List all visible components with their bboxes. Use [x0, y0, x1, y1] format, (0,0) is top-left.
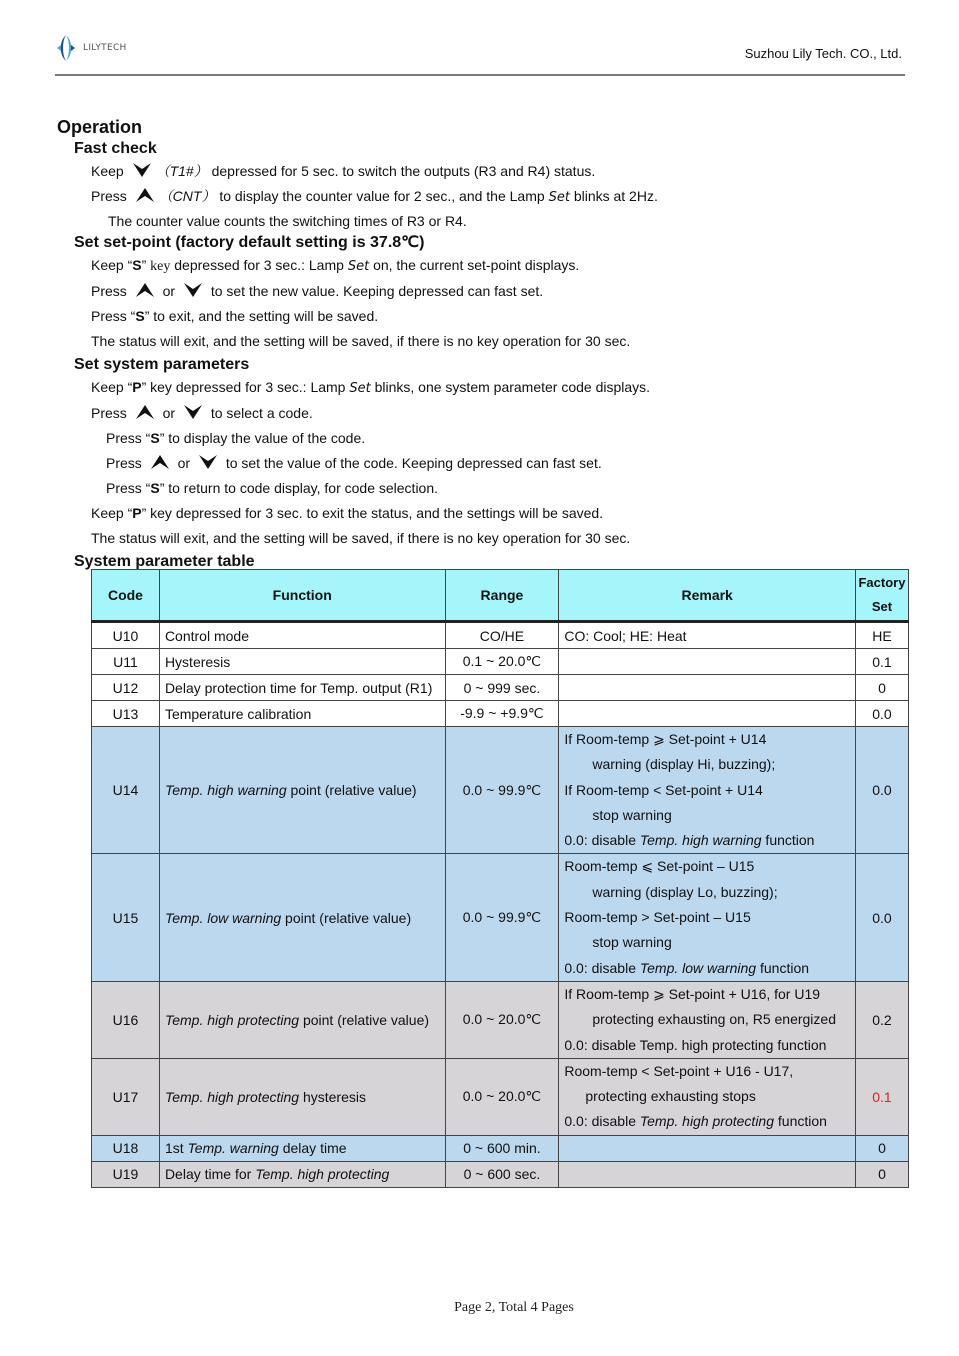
cell-remark: [559, 649, 856, 675]
cell-function: [159, 1135, 445, 1161]
text: 0.0: disable: [564, 959, 640, 976]
cell-code: U13: [92, 701, 160, 727]
cell-code: U17: [92, 1058, 160, 1135]
page-footer: Page 2, Total 4 Pages: [454, 1300, 574, 1315]
set-point-line-3: [91, 304, 917, 329]
cell-remark: [559, 675, 856, 701]
table-header-row: [92, 570, 909, 622]
text: point (relative value): [286, 782, 417, 799]
cell-function: Temperature calibration: [159, 701, 445, 727]
text: Keep “: [91, 505, 133, 521]
text: Press: [91, 283, 127, 299]
text: or: [162, 405, 176, 421]
key-p: P: [132, 505, 142, 521]
text: function: [756, 959, 810, 976]
up-arrow-key-icon: [135, 186, 155, 204]
cell-code: U18: [92, 1135, 160, 1161]
text: Temp. high warning: [164, 782, 287, 799]
header-code: Code: [92, 570, 160, 622]
table-row: [92, 1135, 909, 1161]
text: If Room-temp ⩾ Set-point + U16, for U19: [564, 985, 821, 1002]
cell-factory: 0: [855, 675, 908, 701]
lilytech-logo-icon: [55, 34, 77, 62]
text: Keep: [91, 163, 124, 179]
fast-check-line-1: [91, 159, 917, 184]
text: stop warning: [592, 934, 672, 951]
table-row: [92, 649, 909, 675]
cell-factory: HE: [855, 622, 908, 649]
text: [564, 1109, 850, 1134]
cell-function: Control mode: [159, 622, 445, 649]
key-s: S: [132, 257, 142, 273]
text: If Room-temp < Set-point + U14: [564, 781, 763, 798]
text: Keep “: [91, 379, 133, 395]
page-header: [55, 30, 905, 76]
text: to set the value of the code. Keeping depressed can fast set.: [225, 455, 602, 471]
cell-remark: CO: Cool; HE: Heat: [559, 622, 856, 649]
fast-check-line-3: The counter value counts the switching times of R3 or R4.: [108, 213, 467, 229]
text: warning (display Hi, buzzing);: [592, 756, 776, 773]
text: Press “: [106, 480, 151, 496]
text: [564, 828, 850, 853]
text: 0.0: disable Temp. high protecting function: [564, 1036, 827, 1053]
text: function: [761, 832, 815, 849]
text: Temp. high protecting: [164, 1011, 300, 1028]
text: Press “: [106, 430, 151, 446]
table-row: [92, 1058, 909, 1135]
text: to set the new value. Keeping depressed can fast set.: [210, 283, 544, 299]
text: warning (display Lo, buzzing);: [592, 883, 778, 900]
cell-function: [159, 981, 445, 1058]
text: delay time: [278, 1140, 347, 1157]
system-params-line-6: [91, 501, 917, 526]
text: Press “: [91, 308, 136, 324]
cell-factory: 0: [855, 1135, 908, 1161]
text: ” to return to code display, for code selection.: [159, 480, 439, 496]
cell-function: [159, 854, 445, 981]
system-params-line-1: [91, 375, 917, 401]
header-factory-set: [855, 570, 908, 622]
key-s: S: [150, 430, 160, 446]
set-point-line-4: The status will exit, and the setting will be saved, if there is no key operation for 30 sec.: [91, 333, 631, 349]
text: Temp. low warning: [164, 909, 282, 926]
logo-text: LILYTECH: [83, 43, 127, 53]
cell-remark: [559, 854, 856, 981]
down-arrow-key-icon: [183, 281, 203, 299]
text: ” to display the value of the code.: [159, 430, 366, 446]
company-logo: [55, 34, 127, 62]
text: key: [150, 259, 171, 274]
table-row: [92, 981, 909, 1058]
table-row: [92, 727, 909, 854]
cell-range: CO/HE: [445, 622, 559, 649]
key-s: S: [135, 308, 145, 324]
table-row: [92, 701, 909, 727]
cell-range: 0.0 ~ 99.9℃: [445, 854, 559, 981]
up-arrow-key-icon: [150, 453, 170, 471]
text: 1st: [164, 1140, 188, 1157]
text: protecting exhausting stops: [585, 1088, 756, 1105]
cell-remark: [559, 981, 856, 1058]
cell-factory: 0: [855, 1161, 908, 1187]
text: or: [162, 283, 176, 299]
cell-code: U19: [92, 1161, 160, 1187]
text: Press: [91, 188, 127, 204]
header-remark: Remark: [559, 570, 856, 622]
cell-factory: 0.0: [855, 727, 908, 854]
cell-factory-highlighted: 0.1: [855, 1058, 908, 1135]
table-row: [92, 622, 909, 649]
text: function: [774, 1113, 827, 1130]
cell-function: [159, 727, 445, 854]
text: Temp. high protecting: [639, 1113, 774, 1130]
table-row: [92, 1161, 909, 1187]
text: Press: [91, 405, 127, 421]
text: If Room-temp ⩾ Set-point + U14: [564, 731, 767, 747]
cell-factory: 0.0: [855, 854, 908, 981]
text: stop warning: [592, 806, 672, 823]
cell-range: 0 ~ 600 sec.: [445, 1161, 559, 1187]
cell-code: U14: [92, 727, 160, 854]
key-s: S: [150, 480, 160, 496]
set-lamp-label: Set: [347, 259, 370, 274]
header-function: Function: [159, 570, 445, 622]
text: blinks at 2Hz.: [573, 188, 658, 204]
cell-function: Delay protection time for Temp. output (R1): [159, 675, 445, 701]
fast-check-line-2: [91, 184, 917, 210]
subsection-fast-check: Fast check: [74, 140, 157, 157]
cell-code: U10: [92, 622, 160, 649]
text: Room-temp < Set-point + U16 - U17,: [564, 1062, 794, 1079]
cell-factory: 0.0: [855, 701, 908, 727]
cell-remark: [559, 701, 856, 727]
text: hysteresis: [299, 1088, 366, 1105]
cell-range: 0.0 ~ 20.0℃: [445, 981, 559, 1058]
section-title-operation: Operation: [57, 117, 143, 137]
text: blinks, one system parameter code displays.: [374, 379, 651, 395]
text: Room-temp ⩽ Set-point – U15: [564, 858, 755, 875]
company-name: Suzhou Lily Tech. CO., Ltd.: [744, 46, 902, 61]
text: depressed for 5 sec. to switch the outputs (R3 and R4) status.: [211, 163, 596, 179]
text: point (relative value): [299, 1011, 430, 1028]
table-row: [92, 854, 909, 981]
text: Keep “: [91, 257, 133, 273]
cell-remark: [559, 727, 856, 854]
text: on, the current set-point displays.: [373, 257, 580, 273]
down-arrow-key-icon: [132, 161, 152, 179]
text: [564, 956, 850, 981]
down-arrow-key-icon: [183, 403, 203, 421]
cell-code: U16: [92, 981, 160, 1058]
set-lamp-label: Set: [349, 381, 371, 396]
header-range: Range: [445, 570, 559, 622]
key-p: P: [132, 379, 142, 395]
text: Factory: [858, 575, 906, 590]
cell-code: U11: [92, 649, 160, 675]
text: to display the counter value for 2 sec., and the Lamp: [219, 188, 545, 204]
text: protecting exhausting on, R5 energized: [592, 1011, 836, 1028]
text: Press: [106, 455, 142, 471]
text: 0.0: disable: [564, 832, 640, 849]
text: Set: [871, 599, 893, 614]
system-params-line-2: [91, 401, 917, 426]
cell-code: U12: [92, 675, 160, 701]
text: point (relative value): [281, 909, 412, 926]
cell-remark: [559, 1058, 856, 1135]
text: Temp. high protecting: [255, 1166, 390, 1183]
text: Temp. warning: [187, 1140, 279, 1157]
key-label-cnt: （CNT）: [158, 188, 216, 204]
set-lamp-label: Set: [548, 190, 570, 205]
text: Temp. high warning: [639, 832, 762, 849]
text: ” to exit, and the setting will be saved.: [144, 308, 379, 324]
down-arrow-key-icon: [198, 453, 218, 471]
cell-factory: 0.1: [855, 649, 908, 675]
up-arrow-key-icon: [135, 403, 155, 421]
system-parameter-table: [91, 569, 909, 1188]
text: Temp. low warning: [639, 959, 757, 976]
system-params-line-3: [106, 426, 917, 451]
up-arrow-key-icon: [135, 281, 155, 299]
set-point-line-2: [91, 279, 917, 304]
subsection-parameter-table: System parameter table: [74, 553, 255, 570]
cell-remark: [559, 1161, 856, 1187]
set-point-line-1: [91, 253, 917, 279]
text: or: [177, 455, 191, 471]
system-params-line-7: The status will exit, and the setting will be saved, if there is no key operation for 30 sec.: [91, 530, 631, 546]
text: Temp. high protecting: [164, 1088, 300, 1105]
cell-range: 0 ~ 600 min.: [445, 1135, 559, 1161]
document-body: [57, 116, 917, 572]
cell-range: 0.0 ~ 20.0℃: [445, 1058, 559, 1135]
system-params-line-4: [106, 451, 917, 476]
cell-range: 0.0 ~ 99.9℃: [445, 727, 559, 854]
key-label-t1: （T1#）: [155, 163, 208, 179]
text: 0.0: disable: [564, 1113, 640, 1130]
cell-range: 0.1 ~ 20.0℃: [445, 649, 559, 675]
text: ” key depressed for 3 sec.: Lamp: [141, 379, 346, 395]
subsection-system-params: Set system parameters: [74, 356, 250, 373]
cell-factory: 0.2: [855, 981, 908, 1058]
cell-function: [159, 1161, 445, 1187]
text: ” key depressed for 3 sec. to exit the status, and the settings will be saved.: [141, 505, 604, 521]
cell-range: 0 ~ 999 sec.: [445, 675, 559, 701]
text: to select a code.: [210, 405, 313, 421]
text: Room-temp > Set-point – U15: [564, 909, 751, 926]
subsection-set-point: Set set-point (factory default setting is 37.8℃): [74, 234, 425, 251]
text: Delay time for: [164, 1166, 256, 1183]
text: ”: [141, 257, 151, 273]
text: depressed for 3 sec.: Lamp: [170, 257, 344, 273]
cell-remark: [559, 1135, 856, 1161]
system-params-line-5: [106, 476, 917, 501]
table-row: [92, 675, 909, 701]
cell-range: -9.9 ~ +9.9℃: [445, 701, 559, 727]
cell-function: Hysteresis: [159, 649, 445, 675]
cell-code: U15: [92, 854, 160, 981]
cell-function: [159, 1058, 445, 1135]
